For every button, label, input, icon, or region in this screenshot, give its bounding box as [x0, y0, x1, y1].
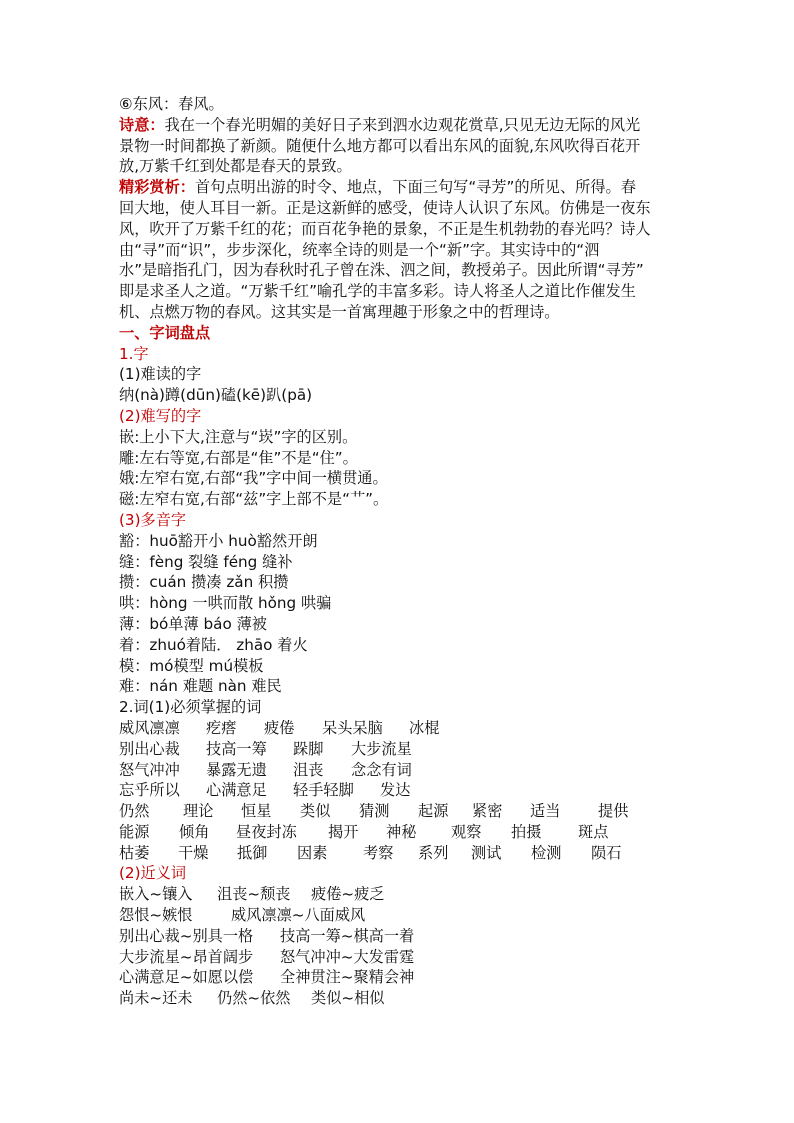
polyphonic-line: 豁：huō豁开小 huò豁然开朗 — [119, 531, 318, 550]
word: 紧密 — [472, 802, 503, 821]
word: 理论 — [183, 802, 214, 821]
polyphonic-line: 难：nán 难题 nàn 难民 — [119, 677, 282, 696]
word: 仍然 — [119, 802, 150, 821]
poem-meaning-line: 景物一时间都换了新颜。随便什么地方都可以看出东风的面貌,东风吹得百花开 — [119, 136, 641, 155]
polyphonic-line: 模：mó模型 mú模板 — [119, 656, 264, 675]
word: 猜测 — [359, 802, 390, 821]
synonyms-row — [119, 926, 679, 947]
word: 恒星 — [241, 802, 272, 821]
word: 技高一筹 — [206, 739, 267, 758]
word: 观察 — [451, 822, 482, 841]
section-title: 一、字词盘点 — [119, 323, 211, 342]
polyphonic-line: 攒：cuán 攒凑 zǎn 积攒 — [119, 573, 289, 592]
word: 枯萎 — [119, 843, 150, 862]
document-content — [119, 94, 679, 1009]
synonyms-row — [119, 988, 679, 1009]
difficult-write-line: 雕:左右等宽,右部是“隹”不是“住”。 — [119, 448, 358, 467]
synonym-pair: 别出心裁~别具一格 — [119, 926, 254, 945]
word: 忘乎所以 — [119, 781, 180, 800]
word: 干燥 — [178, 843, 209, 862]
word: 念念有词 — [351, 760, 412, 779]
appreciation-line: 由“寻”而“识”，步步深化，统率全诗的则是一个“新”字。其实诗中的“泗 — [119, 240, 600, 259]
word: 陨石 — [591, 843, 622, 862]
word: 威风凛凛 — [119, 718, 180, 737]
words-row — [119, 822, 679, 843]
poem-meaning — [119, 115, 679, 177]
word: 发达 — [380, 781, 411, 800]
synonym-pair: 嵌入~镶入 — [119, 885, 193, 904]
synonym-pair: 怨恨~嫉恨 — [119, 906, 193, 925]
word: 倾角 — [179, 822, 210, 841]
word: 冰棍 — [409, 718, 440, 737]
word: 考察 — [363, 843, 394, 862]
word: 怒气冲冲 — [119, 760, 180, 779]
words-list — [119, 718, 679, 864]
difficult-write-line: 磁:左窄右宽,右部“兹”字上部不是“艹”。 — [119, 490, 389, 509]
appreciation-line: 风，吹开了万紫千红的花；而百花争艳的景象，不正是生机勃勃的春光吗？诗人 — [119, 219, 651, 238]
appreciation-line: 水”是暗指孔门，因为春秋时孔子曾在洙、泗之间，教授弟子。因此所谓“寻芳” — [119, 261, 644, 280]
difficult-write-line: 嵌:上小下大,注意与“崁”字的区别。 — [119, 427, 358, 446]
synonyms-row — [119, 967, 679, 988]
word: 能源 — [119, 822, 150, 841]
appreciation-line: 首句点明出游的时令、地点，下面三句写“寻芳”的所见、所得。春 — [194, 178, 636, 197]
polyphonic-line: 缝：fèng 裂缝 féng 缝补 — [119, 552, 293, 571]
synonyms-row — [119, 905, 679, 926]
difficult-read-heading: (1)难读的字 — [119, 365, 202, 384]
word: 暴露无遗 — [206, 760, 267, 779]
synonym-pair: 沮丧~颓丧 — [217, 885, 291, 904]
word: 检测 — [531, 843, 562, 862]
word: 昼夜封冻 — [236, 822, 297, 841]
difficult-read-line: 纳(nà)蹲(dūn)磕(kē)趴(pā) — [119, 386, 313, 405]
word: 抵御 — [237, 843, 268, 862]
synonyms-heading: (2)近义词 — [119, 864, 187, 883]
polyphonic-line: 薄：bó单薄 báo 薄被 — [119, 614, 267, 633]
word: 神秘 — [386, 822, 417, 841]
characters-heading: 1.字 — [119, 344, 149, 363]
word: 因素 — [297, 843, 328, 862]
word: 心满意足 — [206, 781, 267, 800]
word: 斑点 — [578, 822, 609, 841]
word: 系列 — [418, 843, 449, 862]
synonym-pair: 怒气冲冲~大发雷霆 — [280, 947, 415, 966]
words-row — [119, 760, 679, 781]
synonym-pair: 大步流星~昂首阔步 — [119, 947, 254, 966]
appreciation-line: 机、点燃万物的春风。这其实是一首寓理趣于形象之中的哲理诗。 — [119, 302, 560, 321]
word: 提供 — [598, 802, 629, 821]
words-heading: 2.词(1)必须掌握的词 — [119, 698, 262, 717]
word: 疲倦 — [264, 718, 295, 737]
words-row — [119, 780, 679, 801]
synonym-pair: 全神贯注~聚精会神 — [280, 968, 415, 987]
appreciation-label: 精彩赏析： — [119, 178, 195, 197]
word: 别出心裁 — [119, 739, 180, 758]
polyphonic-heading: (3)多音字 — [119, 510, 187, 529]
polyphonic-line: 哄：hòng 一哄而散 hǒng 哄骗 — [119, 594, 332, 613]
intro-line: ⑥东风：春风。 — [119, 95, 224, 113]
appreciation-line: 回大地，使人耳目一新。正是这新鲜的感受，使诗人认识了东风。仿佛是一夜东 — [119, 198, 651, 217]
word: 类似 — [300, 802, 331, 821]
synonym-pair: 仍然~依然 — [217, 989, 291, 1008]
synonym-pair: 疲倦~疲乏 — [311, 885, 385, 904]
word: 跺脚 — [293, 739, 324, 758]
words-row — [119, 843, 679, 864]
difficult-write-heading: (2)难写的字 — [119, 406, 202, 425]
word: 拍摄 — [511, 822, 542, 841]
word: 疙瘩 — [206, 718, 237, 737]
word: 揭开 — [328, 822, 359, 841]
words-row — [119, 801, 679, 822]
synonym-pair: 威风凛凛~八面威风 — [231, 906, 366, 925]
synonyms-row — [119, 947, 679, 968]
appreciation — [119, 177, 679, 323]
word: 沮丧 — [293, 760, 324, 779]
word: 呆头呆脑 — [322, 718, 383, 737]
synonym-pair: 尚未~还未 — [119, 989, 193, 1008]
words-row — [119, 718, 679, 739]
word: 大步流星 — [351, 739, 412, 758]
word: 轻手轻脚 — [293, 781, 354, 800]
synonym-pair: 技高一筹~棋高一着 — [280, 926, 415, 945]
polyphonic-line: 着：zhuó着陆． zhāo 着火 — [119, 635, 308, 654]
appreciation-line: 即是求圣人之道。“万紫千红”喻孔学的丰富多彩。诗人将圣人之道比作催发生 — [119, 282, 636, 301]
synonyms-row — [119, 884, 679, 905]
words-row — [119, 739, 679, 760]
synonyms-list — [119, 884, 679, 1009]
word: 起源 — [418, 802, 449, 821]
synonym-pair: 类似~相似 — [311, 989, 385, 1008]
synonym-pair: 心满意足~如愿以偿 — [119, 968, 254, 987]
poem-meaning-line: 放,万紫千红到处都是春天的景致。 — [119, 157, 352, 176]
poem-meaning-label: 诗意： — [119, 115, 165, 134]
difficult-write-line: 娥:左窄右宽,右部“我”字中间一横贯通。 — [119, 469, 388, 488]
word: 测试 — [471, 843, 502, 862]
poem-meaning-line: 我在一个春光明媚的美好日子来到泗水边观花赏草,只见无边无际的风光 — [164, 115, 641, 134]
word: 适当 — [530, 802, 561, 821]
